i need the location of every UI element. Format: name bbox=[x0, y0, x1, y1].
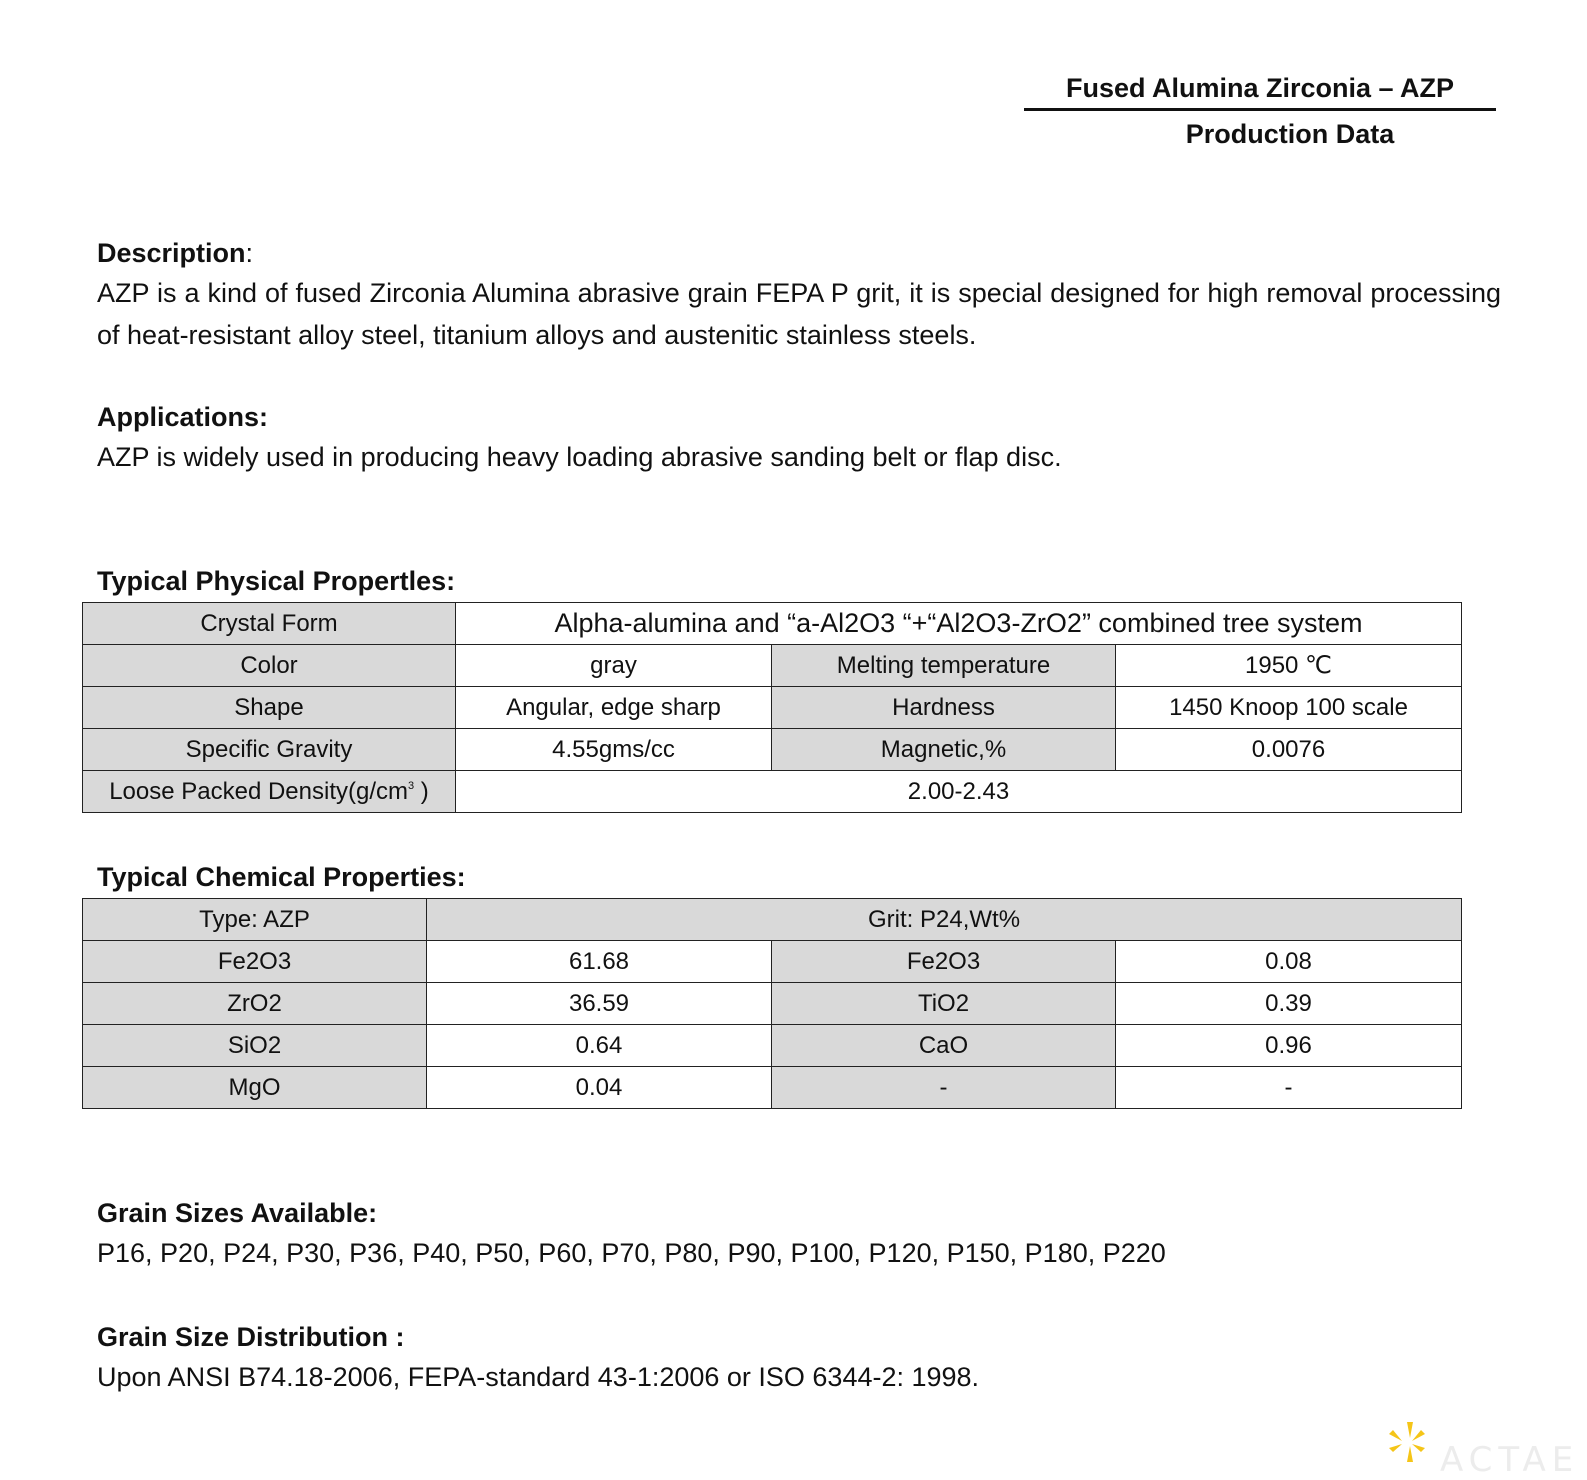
melting-temperature-value: 1950 ℃ bbox=[1116, 645, 1462, 687]
specific-gravity-value: 4.55gms/cc bbox=[456, 729, 772, 771]
grain-sizes-text: P16, P20, P24, P30, P36, P40, P50, P60, P70, P80, P90, P100, P120, P150, P180, P220 bbox=[97, 1238, 1166, 1268]
magnetic-value: 0.0076 bbox=[1116, 729, 1462, 771]
density-label-superscript: 3 bbox=[408, 779, 415, 792]
watermark-text: ACTAE bbox=[1440, 1440, 1580, 1480]
shape-label: Shape bbox=[83, 687, 456, 729]
applications-heading: Applications: bbox=[97, 402, 269, 432]
compound-label: MgO bbox=[83, 1067, 427, 1109]
applications-text: AZP is widely used in producing heavy loading abrasive sanding belt or flap disc. bbox=[97, 442, 1062, 472]
document-title: Fused Alumina Zirconia – AZP bbox=[1024, 70, 1496, 111]
grain-sizes-heading: Grain Sizes Available: bbox=[97, 1198, 378, 1228]
hardness-label: Hardness bbox=[772, 687, 1116, 729]
hardness-value: 1450 Knoop 100 scale bbox=[1116, 687, 1462, 729]
grain-sizes-section bbox=[97, 1194, 1501, 1274]
physical-properties-table bbox=[82, 602, 1462, 813]
compound-label: - bbox=[772, 1067, 1116, 1109]
description-text: AZP is a kind of fused Zirconia Alumina abrasive grain FEPA P grit, it is special designed for high removal processing of heat-resistant alloy steel, titanium alloys and austenitic stainless steels. bbox=[97, 278, 1501, 350]
type-label: Type: AZP bbox=[83, 899, 427, 941]
compound-value: - bbox=[1116, 1067, 1462, 1109]
table-row bbox=[83, 603, 1462, 645]
description-heading-colon: : bbox=[245, 238, 254, 268]
color-label: Color bbox=[83, 645, 456, 687]
distribution-text: Upon ANSI B74.18-2006, FEPA-standard 43-1:2006 or ISO 6344-2: 1998. bbox=[97, 1362, 980, 1392]
compound-label: Fe2O3 bbox=[83, 941, 427, 983]
density-label-end: ) bbox=[414, 777, 429, 805]
table-row bbox=[83, 645, 1462, 687]
chemical-properties-table bbox=[82, 898, 1462, 1109]
compound-label: ZrO2 bbox=[83, 983, 427, 1025]
compound-label: SiO2 bbox=[83, 1025, 427, 1067]
table-row bbox=[83, 983, 1462, 1025]
density-label bbox=[83, 771, 456, 813]
table-row bbox=[83, 729, 1462, 771]
compound-value: 36.59 bbox=[427, 983, 772, 1025]
compound-value: 0.08 bbox=[1116, 941, 1462, 983]
table-row bbox=[83, 771, 1462, 813]
compound-label: Fe2O3 bbox=[772, 941, 1116, 983]
specific-gravity-label: Specific Gravity bbox=[83, 729, 456, 771]
distribution-section bbox=[97, 1318, 1501, 1398]
table-row bbox=[83, 941, 1462, 983]
description-heading-text: Description bbox=[97, 238, 246, 268]
table-row bbox=[83, 1025, 1462, 1067]
description-heading bbox=[97, 234, 1501, 272]
density-value: 2.00-2.43 bbox=[456, 771, 1462, 813]
color-value: gray bbox=[456, 645, 772, 687]
physical-heading-wrap bbox=[97, 562, 1501, 600]
document-subtitle: Production Data bbox=[1185, 119, 1395, 149]
density-label-text: Loose Packed Density(g/cm bbox=[109, 777, 408, 805]
compound-label: CaO bbox=[772, 1025, 1116, 1067]
description-section bbox=[97, 234, 1501, 356]
compound-value: 0.04 bbox=[427, 1067, 772, 1109]
table-row bbox=[83, 899, 1462, 941]
compound-value: 0.39 bbox=[1116, 983, 1462, 1025]
melting-temperature-label: Melting temperature bbox=[772, 645, 1116, 687]
magnetic-label: Magnetic,% bbox=[772, 729, 1116, 771]
distribution-heading: Grain Size Distribution : bbox=[97, 1322, 405, 1352]
crystal-form-label: Crystal Form bbox=[83, 603, 456, 645]
shape-value: Angular, edge sharp bbox=[456, 687, 772, 729]
table-row bbox=[83, 1067, 1462, 1109]
compound-label: TiO2 bbox=[772, 983, 1116, 1025]
chemical-properties-heading: Typical Chemical Properties: bbox=[97, 862, 466, 892]
chemical-heading-wrap bbox=[97, 858, 1501, 896]
physical-properties-heading: Typical Physical Propertles: bbox=[97, 566, 456, 596]
applications-section bbox=[97, 398, 1501, 478]
table-row bbox=[83, 687, 1462, 729]
grit-label: Grit: P24,Wt% bbox=[427, 899, 1462, 941]
crystal-form-value: Alpha-alumina and “a-Al2O3 “+“Al2O3-ZrO2” combined tree system bbox=[456, 603, 1462, 645]
compound-value: 0.96 bbox=[1116, 1025, 1462, 1067]
document-header bbox=[1024, 70, 1496, 153]
compound-value: 0.64 bbox=[427, 1025, 772, 1067]
compound-value: 61.68 bbox=[427, 941, 772, 983]
